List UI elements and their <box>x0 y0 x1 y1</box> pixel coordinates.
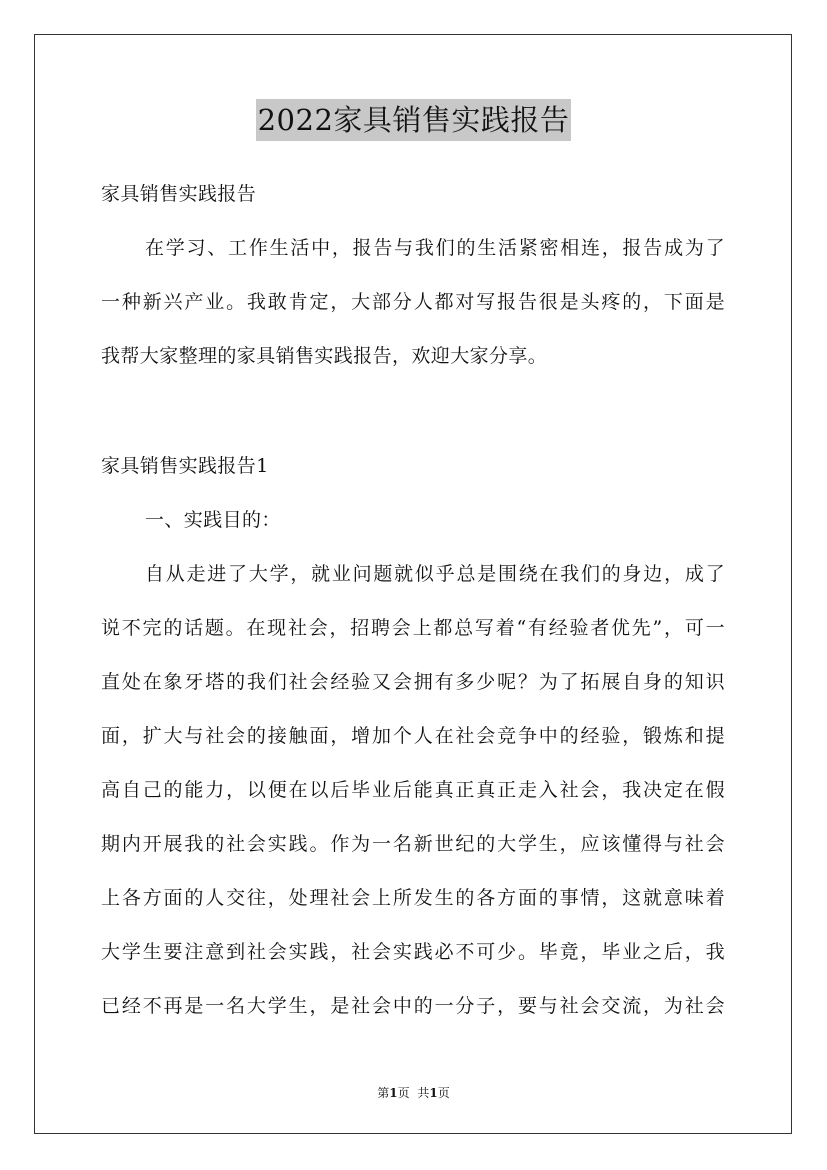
body-line: 大学生要注意到社会实践，社会实践必不可少。毕竟，毕业之后，我 <box>101 941 725 963</box>
intro-line: 一种新兴产业。我敢肯定，大部分人都对写报告很是头疼的，下面是 <box>101 291 725 313</box>
body-line: 已经不再是一名大学生，是社会中的一分子，要与社会交流，为社会 <box>101 995 725 1017</box>
footer-total-number: 1 <box>429 1086 438 1100</box>
page-footer <box>0 1085 827 1101</box>
body-line: 面，扩大与社会的接触面，增加个人在社会竞争中的经验，锻炼和提 <box>101 725 725 747</box>
footer-total-suffix: 页 <box>437 1086 450 1100</box>
body-line: 期内开展我的社会实践。作为一名新世纪的大学生，应该懂得与社会 <box>101 833 725 855</box>
document-title: 2022家具销售实践报告 <box>256 99 572 141</box>
section-heading: 家具销售实践报告1 <box>101 455 269 477</box>
footer-page-number: 1 <box>389 1086 398 1100</box>
subsection-heading: 一、实践目的： <box>145 509 281 531</box>
footer-page-suffix: 页 <box>397 1086 410 1100</box>
intro-line: 在学习、工作生活中，报告与我们的生活紧密相连，报告成为了 <box>145 237 725 259</box>
body-line: 说不完的话题。在现社会，招聘会上都总写着“有经验者优先”，可一 <box>101 617 725 639</box>
footer-page-prefix: 第 <box>377 1086 390 1100</box>
subtitle: 家具销售实践报告 <box>101 183 257 205</box>
body-line: 自从走进了大学，就业问题就似乎总是围绕在我们的身边，成了 <box>145 563 725 585</box>
body-line: 直处在象牙塔的我们社会经验又会拥有多少呢？为了拓展自身的知识 <box>101 671 725 693</box>
body-line: 高自己的能力，以便在以后毕业后能真正真正走入社会，我决定在假 <box>101 779 725 801</box>
intro-line: 我帮大家整理的家具销售实践报告，欢迎大家分享。 <box>101 345 548 367</box>
body-line: 上各方面的人交往，处理社会上所发生的各方面的事情，这就意味着 <box>101 887 725 909</box>
title-container <box>0 99 827 141</box>
footer-total-prefix: 共 <box>417 1086 430 1100</box>
